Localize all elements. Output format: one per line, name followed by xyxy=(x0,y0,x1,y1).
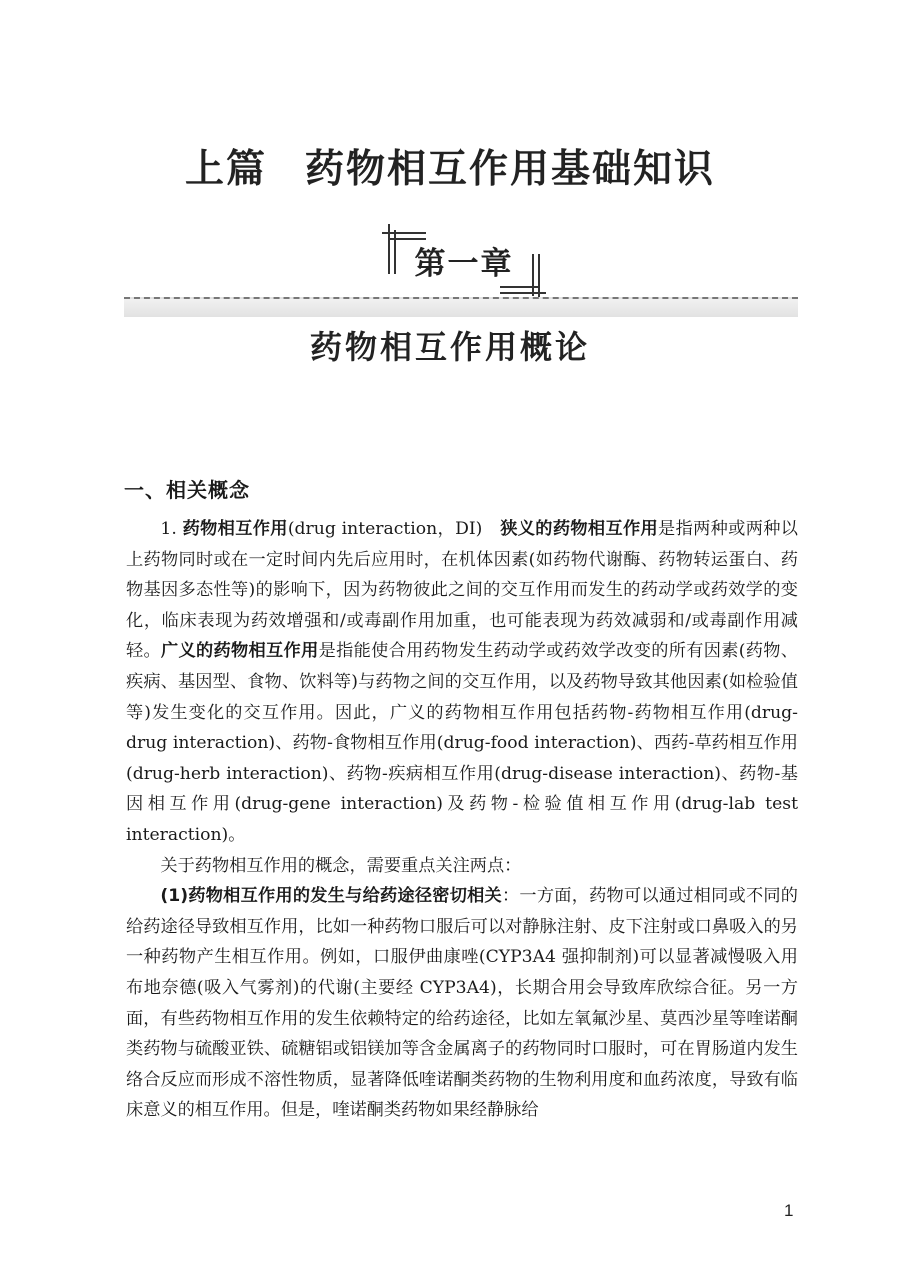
term-narrow-definition: 狭义的药物相互作用 xyxy=(500,519,659,539)
paragraph-drug-interaction: 1. 药物相互作用(drug interaction，DI) 狭义的药物相互作用是指两种或两种以上药物同时或在一定时间内先后应用时，在机体因素(如药物代谢酶、药物转运蛋白、药物基因多态性等)的影响下，因为药物彼此之间的交互作用而发生的药动学或药效学的变化，临床表现为药效增强和/或毒副作用加重，也可能表现为药效减弱和/或毒副作用减轻。广义的药物相互作用是指能使合用药物发生药动学或药效学改变的所有因素(药物、疾病、基因型、食物、饮料等)与药物之间的交互作用，以及药物导致其他因素(如检验值等)发生变化的交互作用。因此，广义的药物相互作用包括药物-药物相互作用(drug-drug interaction)、药物-食物相互作用(drug-food interaction)、西药-草药相互作用(drug-herb interaction)、药物-疾病相互作用(drug-disease interaction)、药物-基因相互作用(drug-gene interaction)及药物-检验值相互作用(drug-lab test interaction)。 xyxy=(126,519,798,845)
chapter-title: 药物相互作用概论 xyxy=(309,328,590,366)
part-name: 药物相互作用基础知识 xyxy=(305,147,716,192)
term-route: (1)药物相互作用的发生与给药途径密切相关 xyxy=(160,886,502,907)
body-text xyxy=(126,514,798,1126)
paragraph-route: (1)药物相互作用的发生与给药途径密切相关：一方面，药物可以通过相同或不同的给药途径导致相互作用，比如一种药物口服后可以对静脉注射、皮下注射或口鼻吸入的另一种药物产生相互作用。例如，口服伊曲康唑(CYP3A4 强抑制剂)可以显著减慢吸入用布地奈德(吸入气雾剂)的代谢(主要经 CYP3A4)，长期合用会导致库欣综合征。另一方面，有些药物相互作用的发生依赖特定的给药途径，比如左氧氟沙星、莫西沙星等喹诺酮类药物与硫酸亚铁、硫糖铝或铝镁加等含金属离子的药物同时口服时，可在胃肠道内发生络合反应而形成不溶性物质，显著降低喹诺酮类药物的生物利用度和血药浓度，导致有临床意义的相互作用。但是，喹诺酮类药物如果经静脉给 xyxy=(126,886,798,1121)
chapter-label: 第一章 xyxy=(414,246,514,282)
page-number: 1 xyxy=(784,1201,794,1220)
chapter-ornament xyxy=(382,224,546,302)
chapter-divider xyxy=(124,297,798,317)
part-label: 上篇 xyxy=(184,147,267,192)
term-drug-interaction: 药物相互作用 xyxy=(182,519,288,539)
section-heading: 一、相关概念 xyxy=(124,478,250,502)
part-title xyxy=(0,138,900,194)
term-broad-definition: 广义的药物相互作用 xyxy=(161,641,319,662)
paragraph-key-points: 关于药物相互作用的概念，需要重点关注两点： xyxy=(160,855,522,876)
